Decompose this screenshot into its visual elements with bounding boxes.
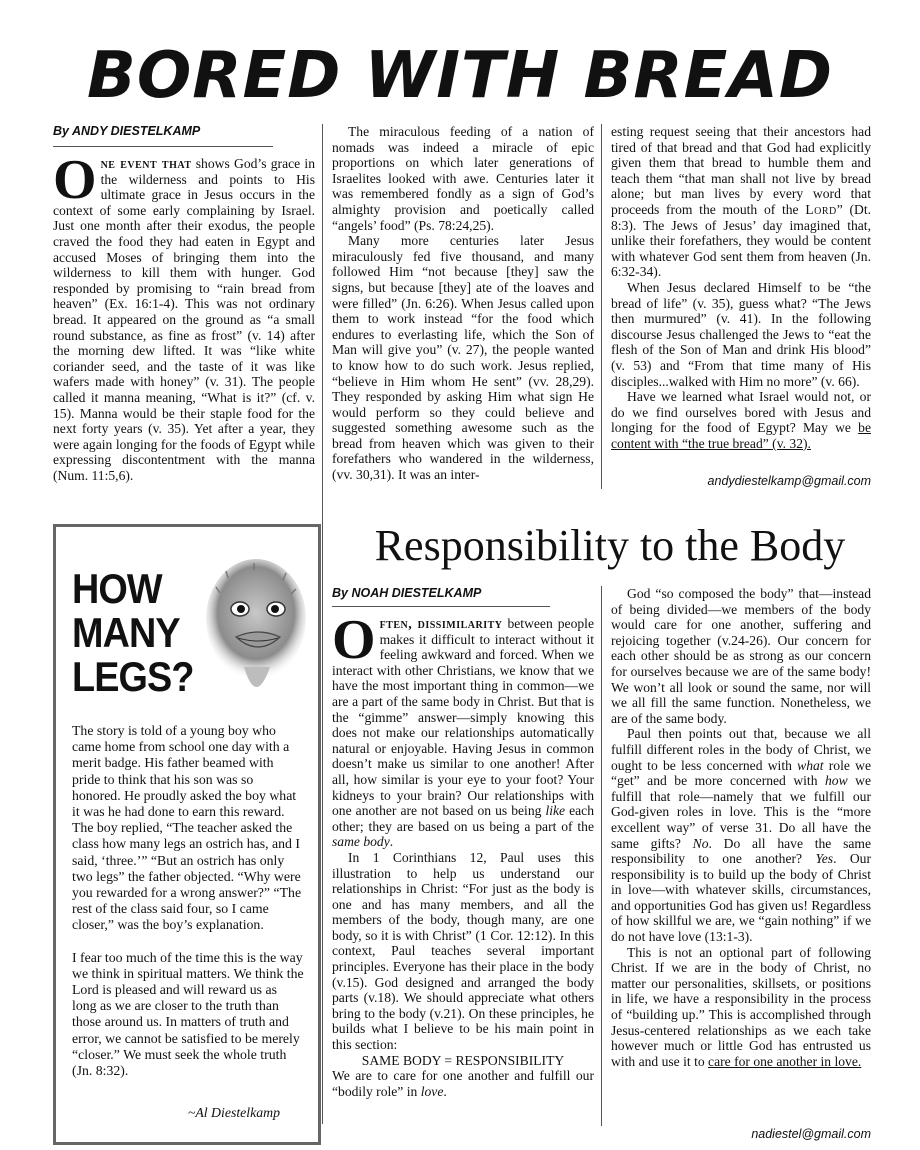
author-email[interactable]: andydiestelkamp@gmail.com [707,474,871,488]
article-column-3: esting request seeing that their ancestors had tired of that bread and that God had explicitly given them that bread to humble them and teach them “that man shall not live by bread alone; but man lives by every word that proceeds from the mouth of the Lord” (Dt. 8:3). The Jews of Jesus’ day imagined that, unlike their forefathers, they would be content with whatever God sent them from heaven (Jn. 6:32-34). When Jesus declared Himself to be “the bread of life” (v. 35), guess what? “The Jews then murmured” (v. 41). In the following discourse Jesus challenged the Jews to “eat the flesh of the Son of Man and drink His blood” (v. 53) and “From that time many of His disciples...walked with Him no more” (v. 66). Have we learned what Israel would not, or do we find ourselves bored with Jesus and longing for the food of Egypt? May we be content with “the true bread” (v. 32). [611,124,872,451]
sidebar-title: HOW MANY LEGS? [72,565,194,700]
key-equation: SAME BODY = RESPONSIBILITY [361,1052,565,1068]
sidebar-signature: ~Al Diestelkamp [187,1105,280,1120]
article-column-2: God “so composed the body” that—instead of being divided—we members of the body would care for one another, suffering and rejoicing together (v.24-26). Our concern for each other should be as strong as our concern for ourselves because we are of the same body! We won’t all look or sound the same, nor will we all fill the same function. Nonetheless, we are of the same body. Paul then points out that, because we all fulfill different roles in the body of Christ, we ought to be less concerned with what role we “get” and be more concerned with how we fulfill that role—namely that we fulfill our God-given roles in love. This is the “more excellent way” of verse 31. Do all have the same gifts? No. Do all have the same responsibility to one another? Yes. Our responsibility is to build up the body of Christ in love—with whatever skills, circumstances, and opportunities God has given us! Regardless of how skillful we are, we “gain nothing” if we do not have love (13:1-3). This is not an optional part of following Christ. If we are in the body of Christ, no matter our personalities, skillsets, or positions in life, we have a responsibility in the process of “building up.” This is accomplished through Jesus-centered relationships as we each take however much or little God has entrusted us with and use it to care for one another in love. [611,586,871,1069]
byline: By NOAH DIESTELKAMP [332,586,482,600]
article-column-1: One event that shows God’s grace in the wilderness and points to His ultimate grace in Jesus occurs in the context of some early complaining by Israel. Just one month after their exodus, the people craved the food they had eaten in Egypt and accused Moses of bringing them into the wilderness to kill them with hunger. God responded by promising to “rain bread from heaven” (Ex. 16:1-4). This was not ordinary bread. It appeared on the ground as “a small round substance, as fine as frost” (v. 14) after the morning dew lifted. It was “like white coriander seed, and the taste of it was like wafers made with honey” (v. 31). The people called it manna meaning, “What is it?” (cf. v. 15). Manna would be their staple food for the next forty years (v. 35). Yet after a year, they were again longing for the foods of Egypt while expressing discontentment with the manna (Num. 11:5,6). [53,149,315,483]
byline: By ANDY DIESTELKAMP [53,124,201,138]
drop-cap: O [332,609,376,671]
author-email[interactable]: nadiestel@gmail.com [751,1127,871,1141]
article-title: Responsibility to the Body [374,521,846,570]
byline-divider [53,146,273,147]
sidebar-box [53,524,321,1145]
sidebar-text: The story is told of a young boy who came home from school one day with a merit badge. His father beamed with pride to think that his son was so honored. He proudly asked the boy what it was he had done to earn this reward. The boy replied, “The teacher asked the class how many legs an ostrich has, and I said, ‘three.’” “But an ostrich has only two legs” the father objected. “Why were you rewarded for a wrong answer?” “The rest of the class said four, so I came closer,” was the boy’s explanation. I fear too much of the time this is the way we think in spiritual matters. We think the Lord is pleased and will reward us as long as we are closer to the truth than those around us. In matters of truth and error, we cannot be satisfied to be merely “closer.” We must seek the whole truth (Jn. 8:32). [72,723,304,1079]
column-divider [601,124,602,489]
ostrich-illustration [196,547,311,707]
column-divider [601,586,602,1126]
byline-divider [332,606,550,607]
article-column-2: The miraculous feeding of a nation of nomads was indeed a miracle of epic proportions on which later generations of Israelites looked with awe. Centuries later it was remembered fondly as a sign of God’s almighty provision and poetically called “angels’ food” (Ps. 78:24,25). Many more centuries later Jesus miraculously fed five thousand, and many followed Him “not because [they] saw the signs, but because [they] ate of the loaves and were filled” (Jn. 6:26). When Jesus called upon them to work instead “for the food which endures to everlasting life, which the Son of Man will give you” (v. 27), the people wanted to know how to do such work. Jesus replied, “believe in Him whom He sent” (vv. 28,29). They responded by asking Him what sign He would perform so they could believe and suggested something awesome such as the bread from heaven which was given to their forefathers who wandered in the wilderness, (vv. 30,31). It was an inter- [332,124,594,483]
column-divider [322,124,323,1124]
drop-cap: O [53,149,97,211]
article-title: BORED WITH BREAD [87,39,833,113]
article-column-1: Often, dissimilarity between people makes it difficult to interact without it feeling awkward and forced. When we interact with other Christians, we know that we have the most important thing in common—we are a part of the same body in Christ. But that is the “gimme” answer—simply knowing this does not make our relationships automatically natural or enjoyable. Having Jesus in common doesn’t make us similar to one another! After all, how similar is your eye to your foot? Your kidneys to your brain? Our relationships with one another are not based on us being like each other; they are based on us being a part of the same body. In 1 Corinthians 12, Paul uses this illustration to help us understand our relationships in Christ: “For just as the body is one and has many members, and all the members of the body, though many, are one body, so it is with Christ” (1 Cor. 12:12). In this context, Paul teaches several important principles. Everyone has their place in the body (v.15). God designed and arranged the body parts (v.18). We should appreciate what others bring to the body (v.21). On these principles, he builds what I believe to be his main point in this section: SAME BODY = RESPONSIBILITY We are to care for one another and fulfill our “bodily role” in love. [332,609,595,1099]
